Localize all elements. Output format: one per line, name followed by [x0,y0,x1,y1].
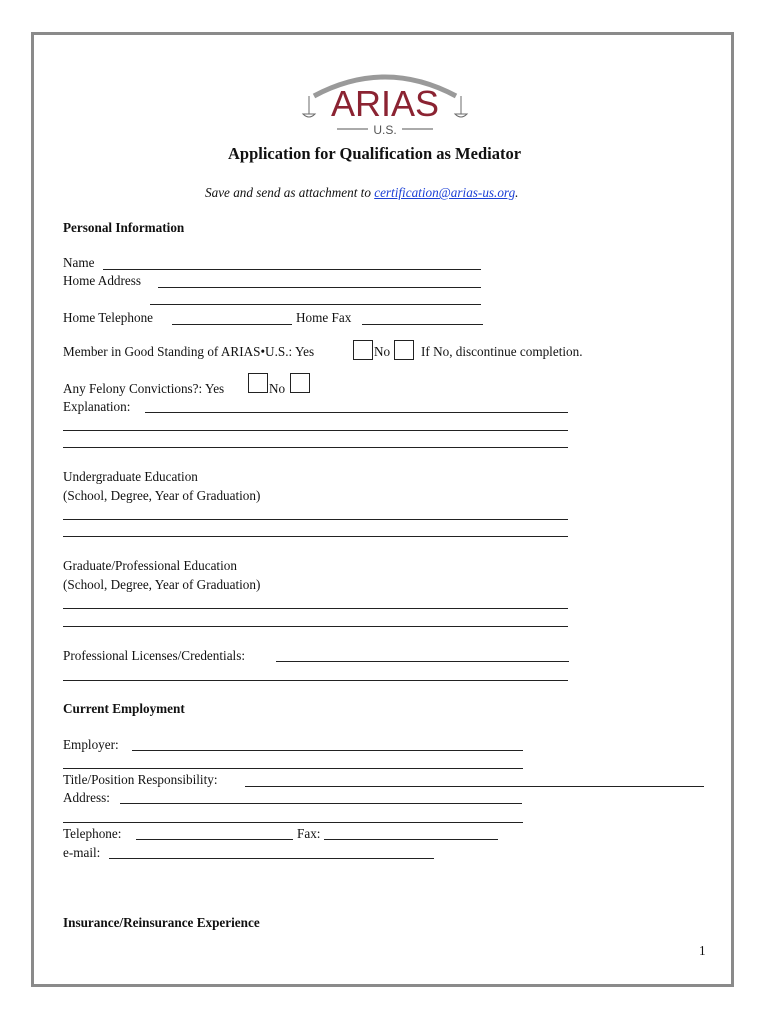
undergrad-field-2[interactable] [63,536,568,537]
licenses-field[interactable] [276,661,569,662]
felony-question: Any Felony Convictions?: Yes [63,381,225,396]
member-no-label: No [374,344,391,359]
email-label: e-mail: [63,845,101,860]
email-link[interactable]: certification@arias-us.org [374,185,516,200]
fax-field[interactable] [324,839,498,840]
home-telephone-label: Home Telephone [63,310,154,325]
address-field-2[interactable] [63,822,523,823]
insurance-heading: Insurance/Reinsurance Experience [63,915,260,930]
explanation-field[interactable] [145,412,568,413]
home-fax-label: Home Fax [296,310,352,325]
home-address-field[interactable] [158,287,481,288]
employer-label: Employer: [63,737,119,752]
grad-field[interactable] [63,608,568,609]
page-number: 1 [699,943,706,958]
title-position-field[interactable] [245,786,704,787]
undergrad-label: Undergraduate Education [63,469,198,484]
telephone-label: Telephone: [63,826,122,841]
grad-label: Graduate/Professional Education [63,558,237,573]
explanation-field-3[interactable] [63,447,568,448]
grad-sublabel: (School, Degree, Year of Graduation) [63,577,261,592]
member-no-checkbox[interactable] [394,340,414,360]
felony-yes-checkbox[interactable] [248,373,268,393]
grad-field-2[interactable] [63,626,568,627]
member-question: Member in Good Standing of ARIAS•U.S.: Yes [63,344,315,359]
note-prefix: Save and send as attachment to [205,185,375,200]
member-yes-checkbox[interactable] [353,340,373,360]
arias-logo [300,66,470,140]
felony-no-label: No [269,381,286,396]
logo-brand-text: ARIAS [330,83,440,124]
employment-heading: Current Employment [63,701,185,716]
telephone-field[interactable] [136,839,293,840]
member-note: If No, discontinue completion. [421,344,583,359]
address-label: Address: [63,790,110,805]
page-border [31,32,734,987]
home-fax-field[interactable] [362,324,483,325]
title-position-label: Title/Position Responsibility: [63,772,218,787]
page-title: Application for Qualification as Mediator [228,144,522,163]
explanation-label: Explanation: [63,399,131,414]
note-suffix: . [515,185,519,200]
address-field[interactable] [120,803,522,804]
fax-label: Fax: [297,826,321,841]
home-address-label: Home Address [63,273,142,288]
employer-field[interactable] [132,750,523,751]
licenses-field-2[interactable] [63,680,568,681]
logo-sub-text: U.S. [373,123,397,137]
undergrad-field[interactable] [63,519,568,520]
explanation-field-2[interactable] [63,430,568,431]
name-field[interactable] [103,269,481,270]
felony-no-checkbox[interactable] [290,373,310,393]
licenses-label: Professional Licenses/Credentials: [63,648,246,663]
personal-info-heading: Personal Information [63,220,185,235]
home-address-field-2[interactable] [150,304,481,305]
home-telephone-field[interactable] [172,324,292,325]
name-label: Name [63,255,95,270]
undergrad-sublabel: (School, Degree, Year of Graduation) [63,488,261,503]
employer-field-2[interactable] [63,768,523,769]
submission-note [205,185,518,201]
email-field[interactable] [109,858,434,859]
